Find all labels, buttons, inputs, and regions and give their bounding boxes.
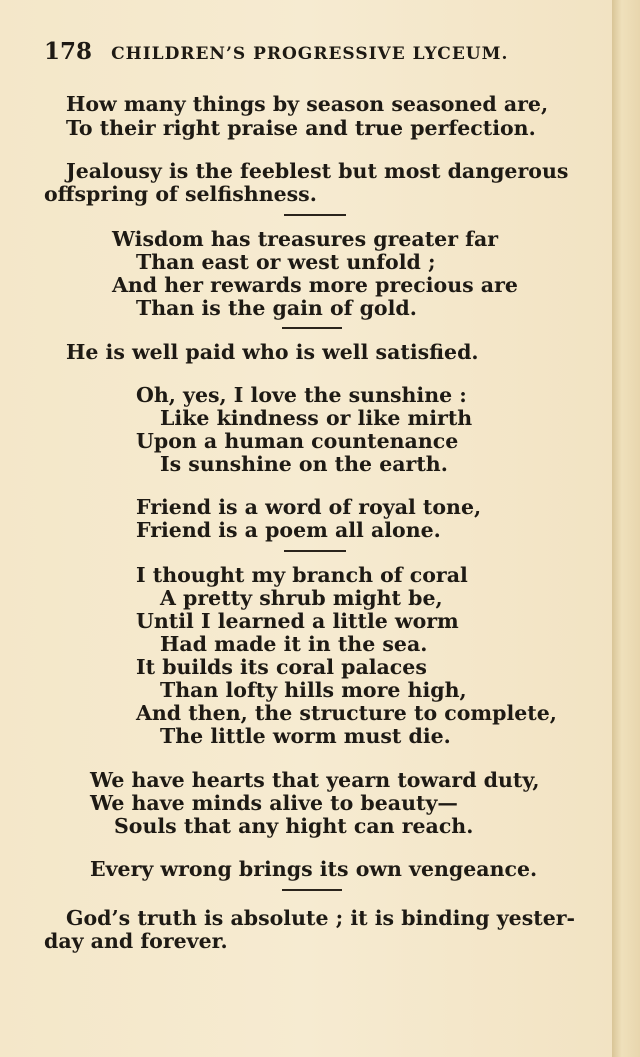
block-5-line-2: Like kindness or like mirth xyxy=(160,406,473,430)
block-7-line-1: I thought my branch of coral xyxy=(136,563,468,587)
block-6-line-1: Friend is a word of royal tone, xyxy=(136,495,482,519)
block-1-line-2: To their right praise and true perfection. xyxy=(66,116,536,140)
block-7-line-6: Than lofty hills more high, xyxy=(160,678,467,702)
block-2-line-1: Jealousy is the feeblest but most dangerous xyxy=(66,159,569,183)
block-8-line-2: We have minds alive to beauty— xyxy=(90,791,458,815)
running-title: CHILDREN’S PROGRESSIVE LYCEUM. xyxy=(111,44,509,64)
block-9-line-1: Every wrong brings its own vengeance. xyxy=(90,857,538,881)
block-3-line-1: Wisdom has treasures greater far xyxy=(112,227,499,251)
page-number: 178 xyxy=(44,38,93,65)
block-5-line-3: Upon a human countenance xyxy=(136,429,459,453)
divider-rule xyxy=(284,214,346,216)
block-5-line-4: Is sunshine on the earth. xyxy=(160,452,448,476)
block-3-line-3: And her rewards more precious are xyxy=(112,273,518,297)
divider-rule xyxy=(282,889,342,891)
block-8-line-1: We have hearts that yearn toward duty, xyxy=(90,768,540,792)
divider-rule xyxy=(284,550,346,552)
block-7-line-3: Until I learned a little worm xyxy=(136,609,459,633)
block-7-line-4: Had made it in the sea. xyxy=(160,632,428,656)
block-7-line-5: It builds its coral palaces xyxy=(136,655,427,679)
block-6-line-2: Friend is a poem all alone. xyxy=(136,518,441,542)
block-2-line-2: offspring of selfishness. xyxy=(44,182,317,206)
block-10-line-2: day and forever. xyxy=(44,929,228,953)
block-10-line-1: God’s truth is absolute ; it is binding yester- xyxy=(66,906,576,930)
block-3-line-2: Than east or west unfold ; xyxy=(136,250,436,274)
block-3-line-4: Than is the gain of gold. xyxy=(136,296,417,320)
block-4-line-1: He is well paid who is well satisfied. xyxy=(66,340,479,364)
adjacent-page-edge xyxy=(612,0,640,1057)
divider-rule xyxy=(282,327,342,329)
block-5-line-1: Oh, yes, I love the sunshine : xyxy=(136,383,467,407)
running-header xyxy=(44,38,524,72)
block-1-line-1: How many things by season seasoned are, xyxy=(66,92,549,116)
block-7-line-2: A pretty shrub might be, xyxy=(160,586,443,610)
block-8-line-3: Souls that any hight can reach. xyxy=(114,814,474,838)
block-7-line-7: And then, the structure to complete, xyxy=(136,701,557,725)
block-7-line-8: The little worm must die. xyxy=(160,724,451,748)
